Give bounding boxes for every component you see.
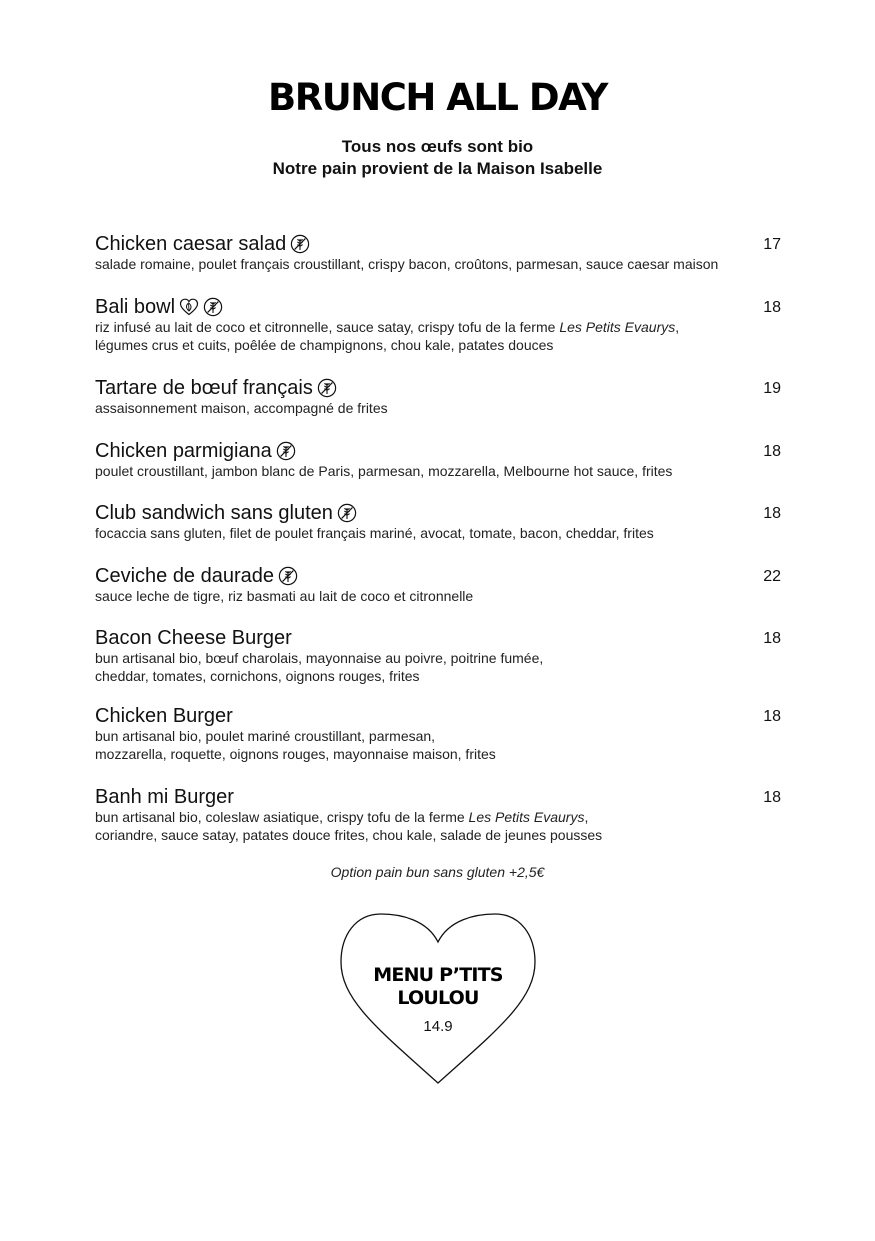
gluten-free-icon <box>317 378 337 398</box>
menu-item-chicken-parmigiana <box>95 439 781 501</box>
gluten-free-icon <box>337 503 357 523</box>
item-name: Chicken caesar salad <box>95 233 287 255</box>
item-description-line-1: bun artisanal bio, poulet mariné croustillant, parmesan, <box>95 728 436 744</box>
menu-list <box>95 232 781 847</box>
item-description: sauce leche de tigre, riz basmati au lait de coco et citronnelle <box>95 588 474 604</box>
menu-item-banh-mi-burger <box>95 785 781 847</box>
menu-item-chicken-caesar-salad <box>95 232 781 295</box>
vegan-heart-icon <box>179 297 199 317</box>
item-name: Bacon Cheese Burger <box>95 627 292 649</box>
gluten-free-bun-option: Option pain bun sans gluten +2,5€ <box>330 864 545 880</box>
menu-item-bali-bowl <box>95 295 781 376</box>
menu-item-club-sandwich <box>95 501 781 564</box>
item-description: assaisonnement maison, accompagné de frites <box>95 400 388 416</box>
item-description-line-2: légumes crus et cuits, poêlée de champignons, chou kale, patates douces <box>95 337 554 353</box>
item-name: Bali bowl <box>95 296 176 318</box>
kids-menu-title: MENU P’TITS LOULOU <box>373 964 503 1009</box>
item-name: Banh mi Burger <box>95 786 234 808</box>
item-price: 18 <box>763 443 781 460</box>
gluten-free-icon <box>203 297 223 317</box>
kids-menu-heart <box>339 912 537 1087</box>
item-description: focaccia sans gluten, filet de poulet français mariné, avocat, tomate, bacon, cheddar, frites <box>95 525 654 541</box>
gluten-free-icon <box>278 566 298 586</box>
farm-name: Les Petits Evaurys <box>468 809 585 825</box>
item-name: Club sandwich sans gluten <box>95 502 333 524</box>
item-name: Chicken parmigiana <box>95 440 272 462</box>
item-description-line-2: mozzarella, roquette, oignons rouges, mayonnaise maison, frites <box>95 746 496 762</box>
menu-item-ceviche <box>95 564 781 626</box>
item-description-line-1: bun artisanal bio, bœuf charolais, mayonnaise au poivre, poitrine fumée, <box>95 650 544 666</box>
item-price: 18 <box>763 630 781 647</box>
item-description-line-2: cheddar, tomates, cornichons, oignons rouges, frites <box>95 668 420 684</box>
menu-item-tartare-de-boeuf <box>95 376 781 439</box>
item-price: 18 <box>763 299 781 316</box>
item-description: poulet croustillant, jambon blanc de Paris, parmesan, mozzarella, Melbourne hot sauce, frites <box>95 463 673 479</box>
menu-item-bacon-cheese-burger <box>95 626 781 704</box>
subtitle-organic-eggs: Tous nos œufs sont bio <box>341 137 534 156</box>
farm-name: Les Petits Evaurys <box>559 319 676 335</box>
item-description-line-1: riz infusé au lait de coco et citronnelle, sauce satay, crispy tofu de la ferme Les Petits Evaurys, <box>95 319 680 335</box>
item-name: Chicken Burger <box>95 705 233 727</box>
item-name: Tartare de bœuf français <box>95 377 313 399</box>
menu-item-chicken-burger <box>95 704 781 785</box>
item-price: 18 <box>763 789 781 806</box>
item-description: salade romaine, poulet français croustillant, crispy bacon, croûtons, parmesan, sauce caesar maison <box>95 256 719 272</box>
item-price: 18 <box>763 708 781 725</box>
item-price: 22 <box>763 568 781 585</box>
item-price: 18 <box>763 505 781 522</box>
gluten-free-icon <box>290 234 310 254</box>
item-description-line-2: coriandre, sauce satay, patates douce frites, chou kale, salade de jeunes pousses <box>95 827 603 843</box>
item-description-line-1: bun artisanal bio, coleslaw asiatique, crispy tofu de la ferme Les Petits Evaurys, <box>95 809 589 825</box>
gluten-free-icon <box>276 441 296 461</box>
kids-menu-price: 14.9 <box>423 1018 453 1035</box>
subtitle-bread-origin: Notre pain provient de la Maison Isabelle <box>272 159 603 178</box>
page-title: BRUNCH ALL DAY <box>268 76 607 119</box>
item-price: 19 <box>763 380 781 397</box>
item-price: 17 <box>763 236 781 253</box>
item-name: Ceviche de daurade <box>95 565 275 587</box>
